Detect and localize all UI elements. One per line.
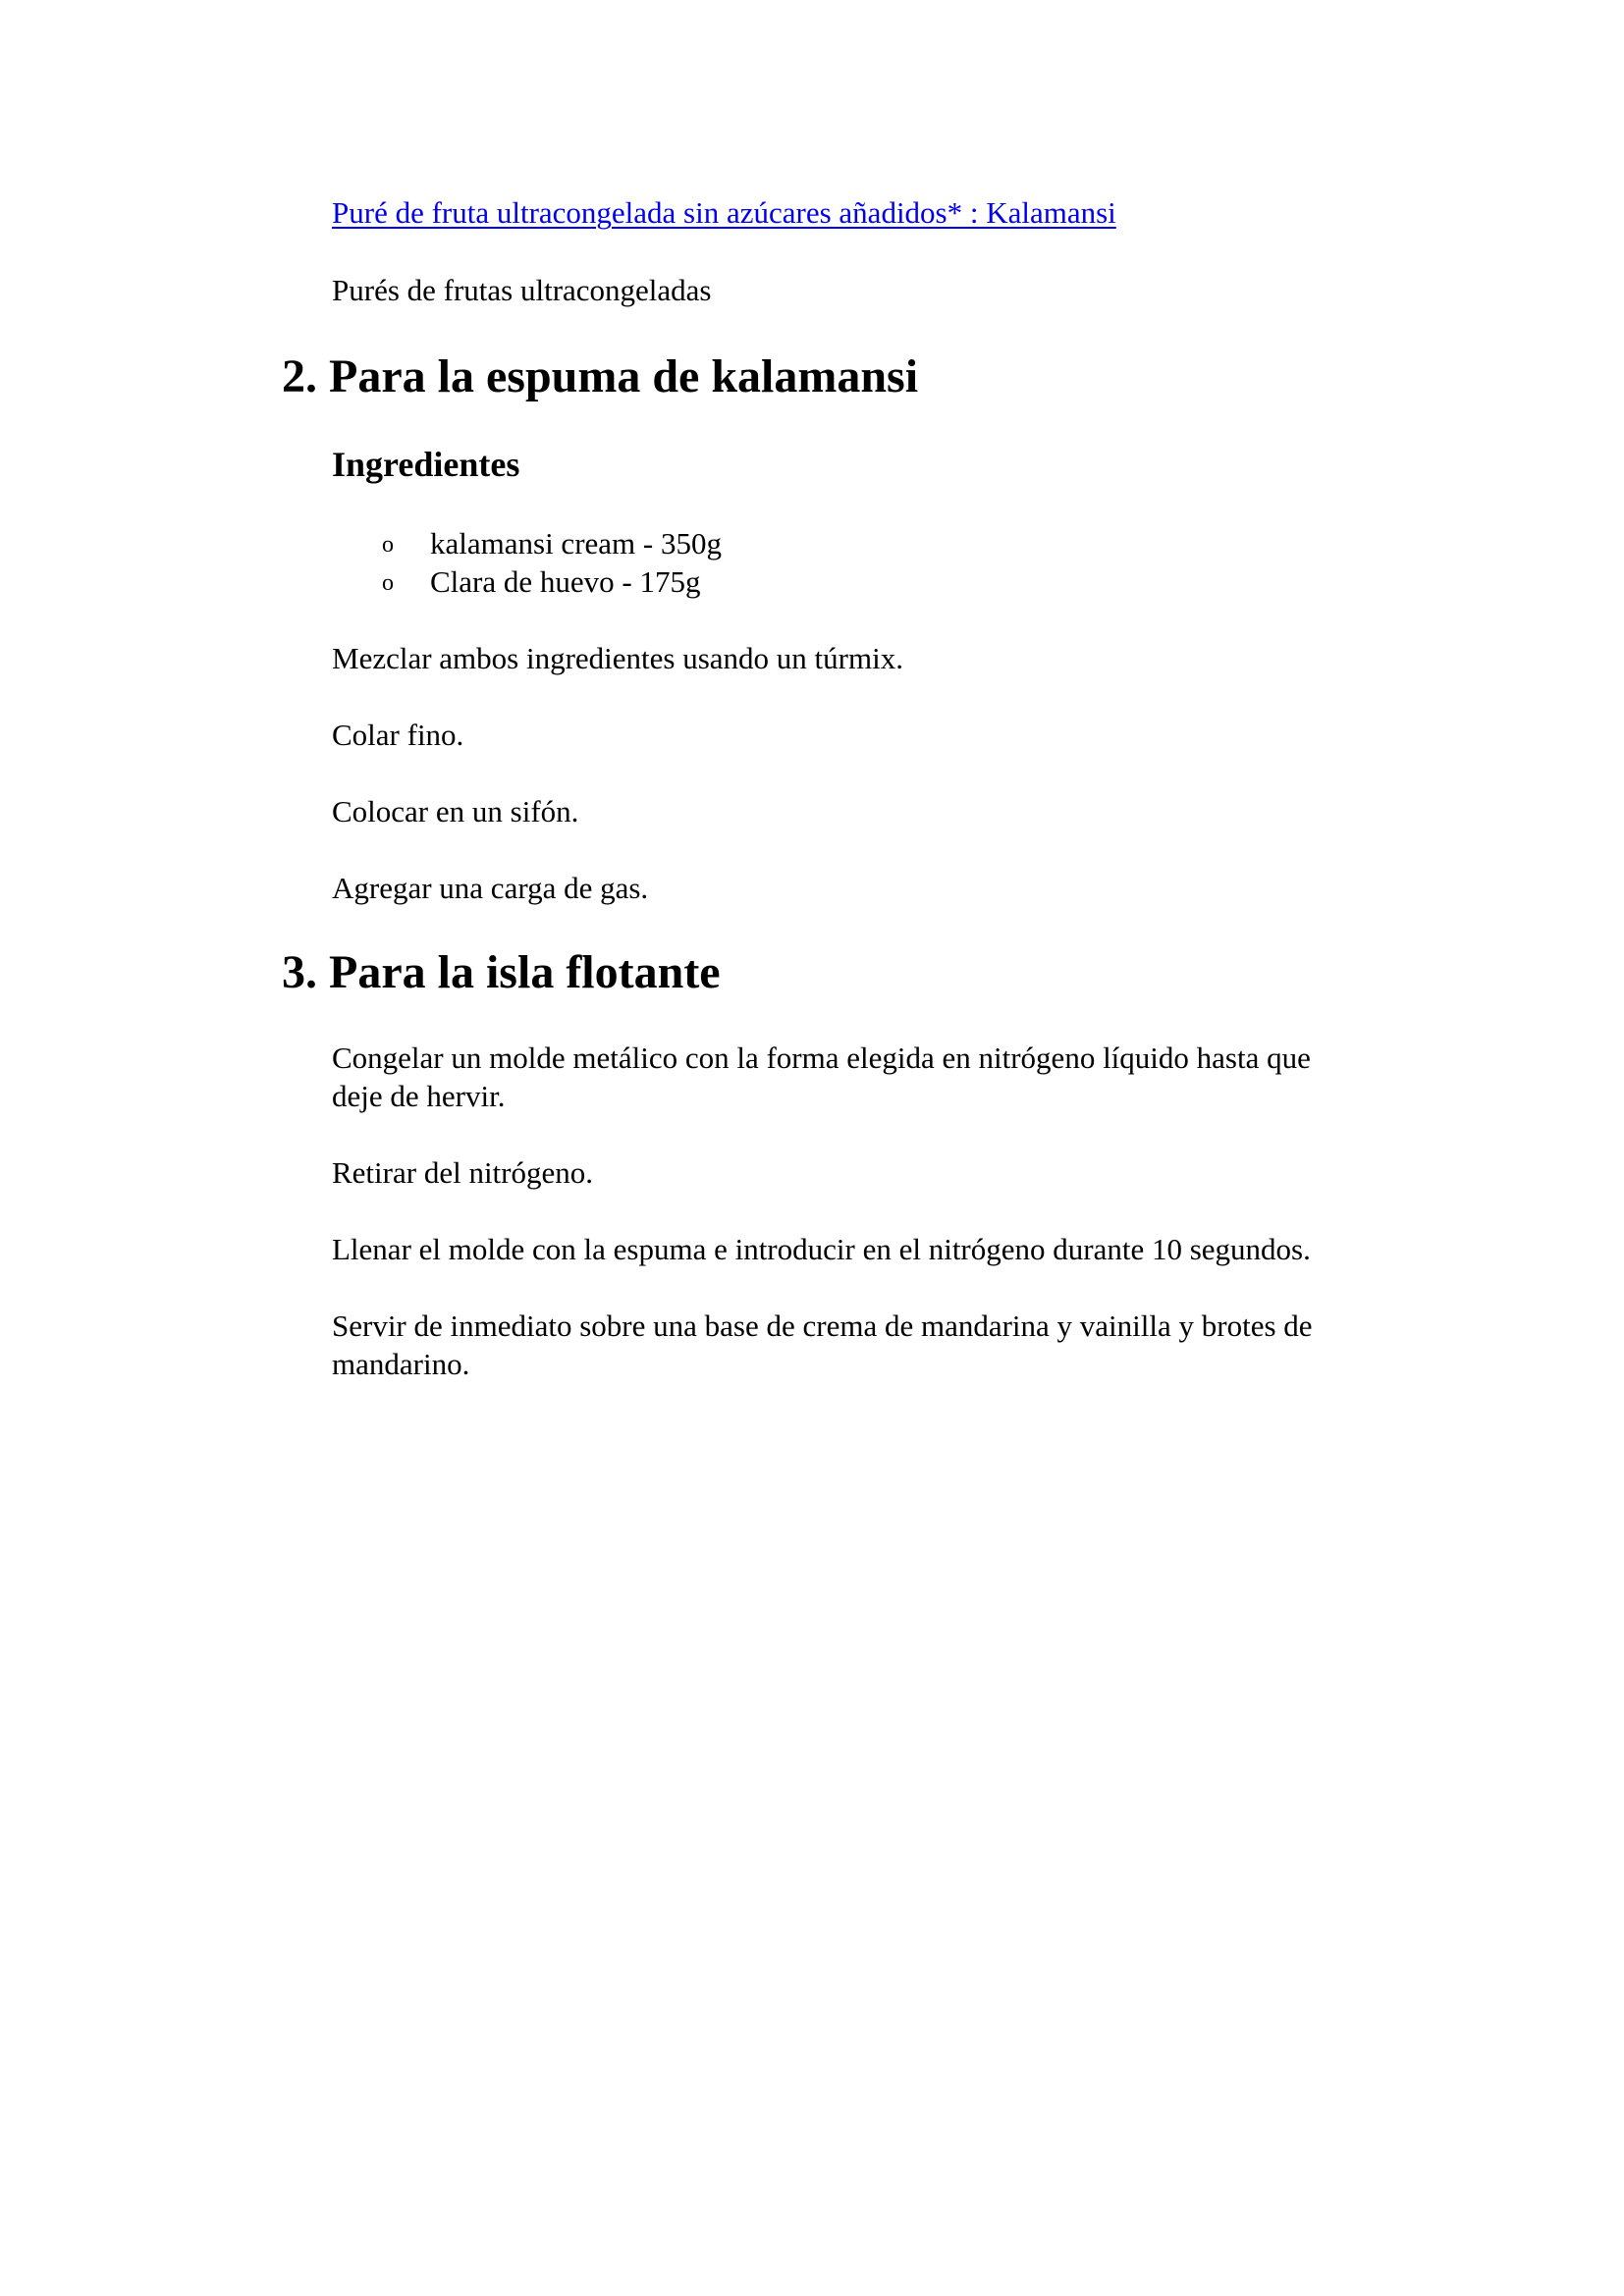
step-text: Llenar el molde con la espuma e introducir en el nitrógeno durante 10 segundos. [332,1232,1311,1266]
step-text: Agregar una carga de gas. [332,871,649,905]
ingredients-list [332,524,722,601]
step-text: Retirar del nitrógeno. [332,1155,593,1190]
step-text-continuation: mandarino. [332,1347,470,1381]
circle-bullet-icon: o [382,570,394,596]
section-heading-isla: 3. Para la isla flotante [282,946,721,998]
step-text: Colocar en un sifón. [332,794,579,828]
circle-bullet-icon: o [382,532,394,558]
step-text: Congelar un molde metálico con la forma elegida en nitrógeno líquido hasta que [332,1041,1311,1075]
step-text: Colar fino. [332,718,464,752]
step-text-continuation: deje de hervir. [332,1079,506,1113]
ingredients-subheading: Ingredientes [332,445,520,484]
ingredient-text: Clara de huevo - 175g [430,564,701,599]
ingredient-text: kalamansi cream - 350g [430,526,722,561]
ingredient-item [332,562,722,601]
step-text: Servir de inmediato sobre una base de crema de mandarina y vainilla y brotes de [332,1308,1313,1343]
section-heading-espuma: 2. Para la espuma de kalamansi [282,350,919,402]
category-text: Purés de frutas ultracongeladas [332,273,712,307]
source-product-link[interactable]: Puré de fruta ultracongelada sin azúcares añadidos* : Kalamansi [332,195,1116,230]
source-link-paragraph [332,193,1116,232]
step-text: Mezclar ambos ingredientes usando un túrmix. [332,641,903,675]
ingredient-item [332,524,722,562]
